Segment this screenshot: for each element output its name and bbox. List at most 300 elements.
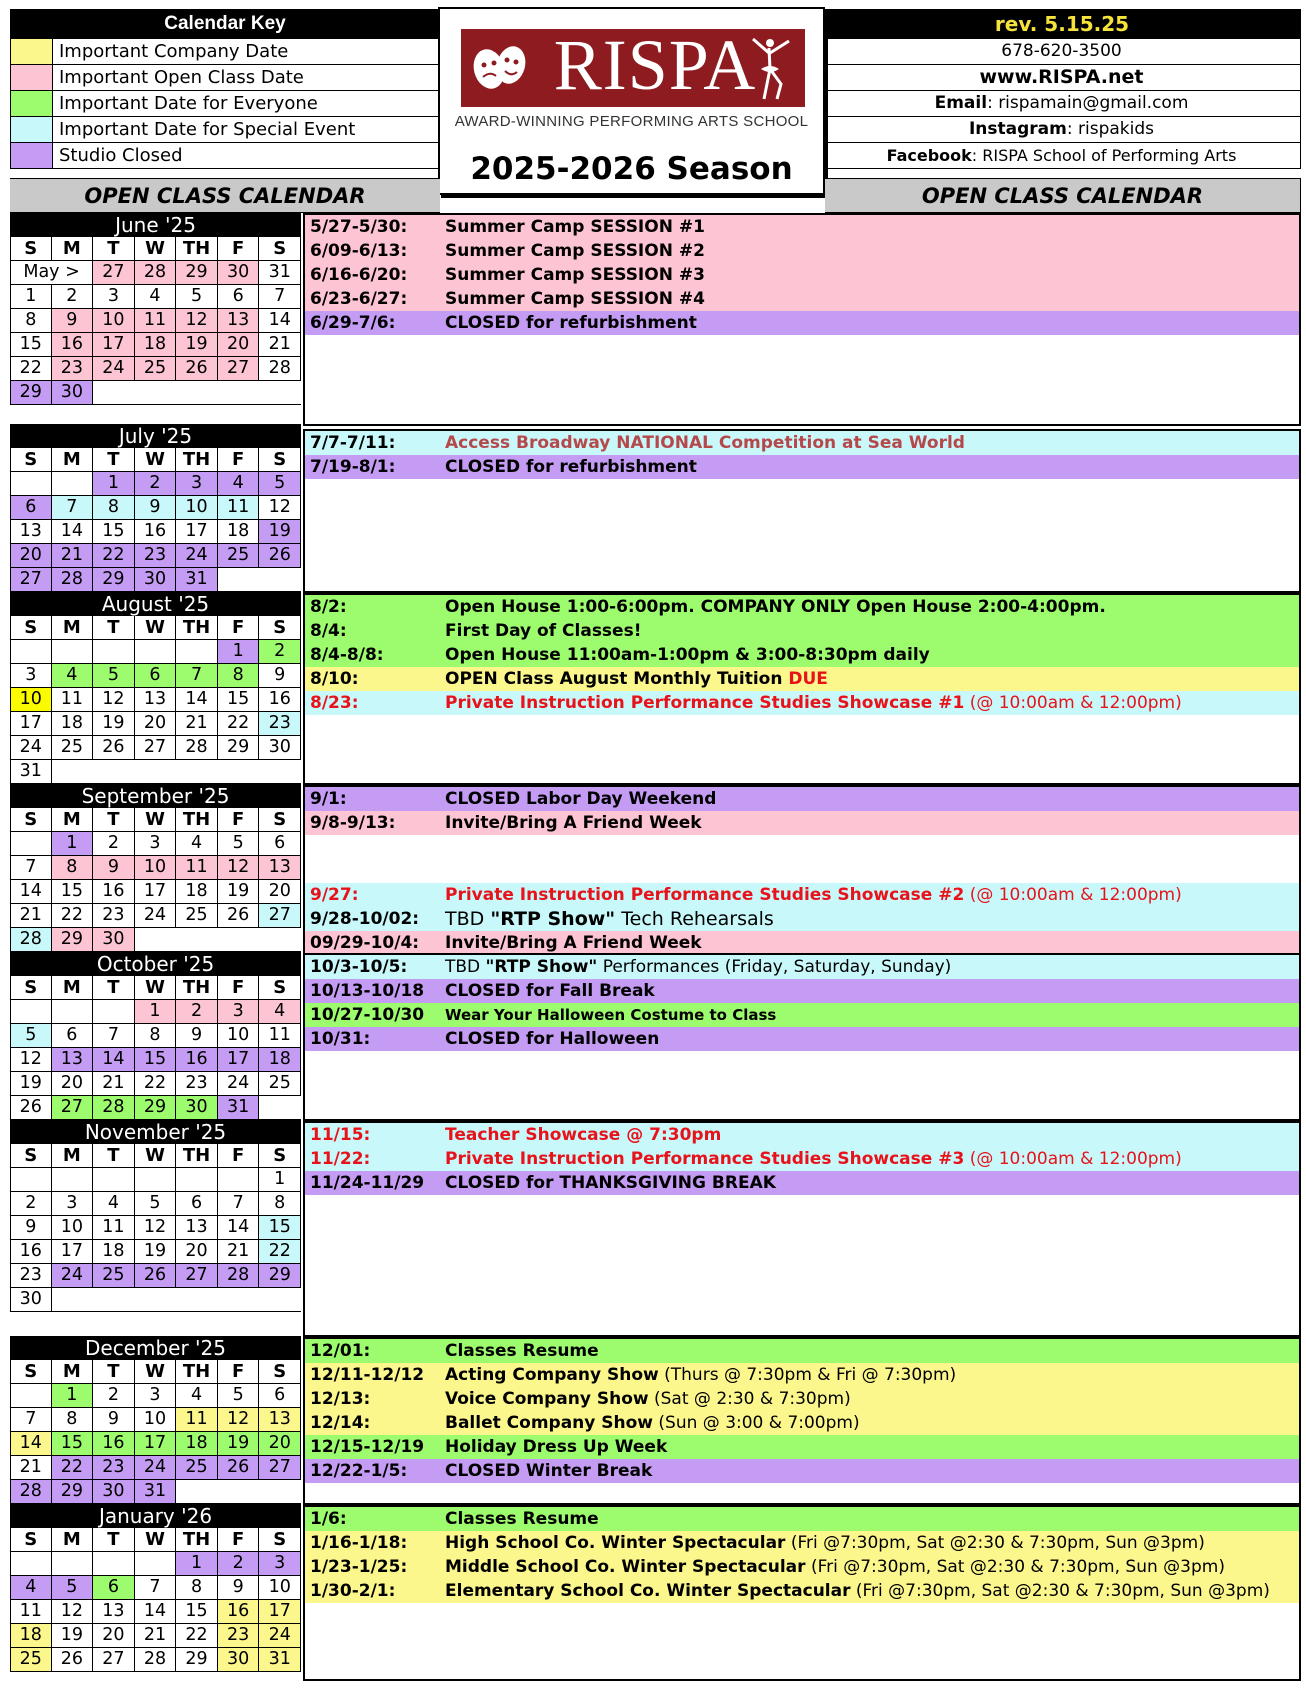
calendar-day: 25 xyxy=(259,1072,301,1096)
calendar-key-title: Calendar Key xyxy=(10,9,440,39)
calendar-day: 5 xyxy=(10,1024,52,1048)
event-title: Summer Camp SESSION #3 xyxy=(445,265,705,285)
calendar-day xyxy=(52,1552,94,1576)
event-row xyxy=(305,1147,1299,1171)
weekday-header: S xyxy=(259,1360,301,1384)
event-row xyxy=(305,215,1299,239)
calendar-day: 24 xyxy=(52,1264,94,1288)
calendar-day: 28 xyxy=(176,736,218,760)
weekday-header: M xyxy=(52,1144,94,1168)
calendar-day: 19 xyxy=(176,333,218,357)
calendar-day: 18 xyxy=(93,1240,135,1264)
event-block xyxy=(303,429,1301,593)
calendar-day: 6 xyxy=(135,664,177,688)
calendar-day: 11 xyxy=(93,1216,135,1240)
event-row xyxy=(305,263,1299,287)
calendar-day: 15 xyxy=(10,333,52,357)
event-date: 8/4: xyxy=(310,621,347,641)
weekday-header: M xyxy=(52,976,94,1000)
month-title: June '25 xyxy=(10,213,301,237)
calendar-day: 27 xyxy=(93,261,135,285)
month-calendar xyxy=(10,784,301,952)
event-date: 9/27: xyxy=(310,885,359,905)
calendar-day: 20 xyxy=(93,1624,135,1648)
event-row xyxy=(305,931,1299,955)
calendar-day: 15 xyxy=(93,520,135,544)
event-row xyxy=(305,835,1299,859)
event-date: 10/13-10/18 xyxy=(310,981,425,1001)
calendar-day: 4 xyxy=(52,664,94,688)
rispa-logo-box xyxy=(438,7,825,195)
key-item xyxy=(10,91,440,117)
calendar-day: 4 xyxy=(176,832,218,856)
calendar-day xyxy=(10,640,52,664)
calendar-day: 23 xyxy=(93,904,135,928)
calendar-day: 3 xyxy=(93,285,135,309)
calendar-day: 13 xyxy=(259,856,301,880)
calendar-day: 8 xyxy=(10,309,52,333)
calendar-day: 26 xyxy=(10,1096,52,1120)
event-block xyxy=(303,1505,1301,1681)
instagram-value: : rispakids xyxy=(1066,119,1154,139)
calendar-day: 5 xyxy=(93,664,135,688)
key-swatch xyxy=(11,143,53,168)
event-row xyxy=(305,1579,1299,1603)
weekday-header: W xyxy=(135,976,177,1000)
calendar-day: 19 xyxy=(93,712,135,736)
calendar-day xyxy=(10,1168,52,1192)
weekday-header: S xyxy=(259,1528,301,1552)
calendar-day: 20 xyxy=(259,880,301,904)
calendar-day: 23 xyxy=(259,712,301,736)
event-row xyxy=(305,311,1299,335)
calendar-day: 14 xyxy=(218,1216,260,1240)
email-line xyxy=(823,91,1301,117)
calendar-day: 6 xyxy=(93,1576,135,1600)
event-date: 12/01: xyxy=(310,1341,371,1361)
calendar-day: 27 xyxy=(218,357,260,381)
event-row xyxy=(305,787,1299,811)
event-date: 9/28-10/02: xyxy=(310,909,420,929)
calendar-day: 2 xyxy=(135,472,177,496)
calendar-day xyxy=(135,640,177,664)
event-title: Classes Resume xyxy=(445,1509,599,1529)
event-row xyxy=(305,1435,1299,1459)
calendar-day: 13 xyxy=(259,1408,301,1432)
calendar-day: 21 xyxy=(93,1072,135,1096)
month-calendar xyxy=(10,1120,301,1312)
calendar-day: 24 xyxy=(218,1072,260,1096)
calendar-day: 14 xyxy=(10,880,52,904)
event-title: CLOSED for refurbishment xyxy=(445,313,697,333)
weekday-header: W xyxy=(135,1144,177,1168)
calendar-day: 18 xyxy=(176,880,218,904)
calendar-day: 26 xyxy=(176,357,218,381)
month-calendar xyxy=(10,213,301,405)
calendar-day: 17 xyxy=(52,1240,94,1264)
month-title: November '25 xyxy=(10,1120,301,1144)
rispa-tagline: AWARD-WINNING PERFORMING ARTS SCHOOL xyxy=(454,113,809,130)
calendar-day: 24 xyxy=(259,1624,301,1648)
calendar-day: 1 xyxy=(52,832,94,856)
calendar-day: 25 xyxy=(218,544,260,568)
event-title: Invite/Bring A Friend Week xyxy=(445,813,702,833)
calendar-day: 8 xyxy=(93,496,135,520)
calendar-day: 6 xyxy=(218,285,260,309)
event-row xyxy=(305,1387,1299,1411)
weekday-header: S xyxy=(259,237,301,261)
calendar-day: 21 xyxy=(176,712,218,736)
calendar-day: 17 xyxy=(93,333,135,357)
calendar-day: 29 xyxy=(218,736,260,760)
event-date: 10/31: xyxy=(310,1029,371,1049)
calendar-day: 5 xyxy=(218,1384,260,1408)
event-date: 1/6: xyxy=(310,1509,347,1529)
key-label: Important Date for Special Event xyxy=(59,119,356,140)
weekday-header: TH xyxy=(176,808,218,832)
weekday-header: F xyxy=(218,616,260,640)
calendar-day: 17 xyxy=(259,1600,301,1624)
weekday-header: T xyxy=(93,237,135,261)
weekday-header: S xyxy=(10,616,52,640)
calendar-day: 28 xyxy=(93,1096,135,1120)
calendar-day: 12 xyxy=(176,309,218,333)
calendar-day: 16 xyxy=(93,1432,135,1456)
calendar-day: 12 xyxy=(218,1408,260,1432)
event-title: Summer Camp SESSION #4 xyxy=(445,289,705,309)
calendar-day: 6 xyxy=(176,1192,218,1216)
calendar-day: 5 xyxy=(52,1576,94,1600)
event-row xyxy=(305,1363,1299,1387)
calendar-day: 19 xyxy=(218,880,260,904)
calendar-day: 9 xyxy=(52,309,94,333)
event-title: CLOSED Labor Day Weekend xyxy=(445,789,717,809)
calendar-day: 8 xyxy=(135,1024,177,1048)
calendar-day: 4 xyxy=(218,472,260,496)
event-date: 12/15-12/19 xyxy=(310,1437,425,1457)
weekday-header: T xyxy=(93,448,135,472)
calendar-day: 7 xyxy=(176,664,218,688)
calendar-day: 20 xyxy=(259,1432,301,1456)
weekday-header: TH xyxy=(176,237,218,261)
weekday-header: M xyxy=(52,808,94,832)
calendar-day: 30 xyxy=(218,1648,260,1672)
weekday-header: T xyxy=(93,1360,135,1384)
rispa-logo-text: RISPA xyxy=(553,25,757,105)
calendar-day: 14 xyxy=(93,1048,135,1072)
calendar-day: 30 xyxy=(218,261,260,285)
website-link[interactable] xyxy=(823,65,1301,91)
month-calendar xyxy=(10,952,301,1120)
calendar-day: 13 xyxy=(218,309,260,333)
calendar-day: 17 xyxy=(10,712,52,736)
weekday-header: S xyxy=(259,808,301,832)
calendar-day: 20 xyxy=(135,712,177,736)
calendar-day xyxy=(93,1000,135,1024)
calendar-day: 12 xyxy=(93,688,135,712)
event-date: 11/22: xyxy=(310,1149,371,1169)
calendar-day: 16 xyxy=(52,333,94,357)
calendar-day: 30 xyxy=(93,928,135,952)
calendar-day: 26 xyxy=(259,544,301,568)
event-title: CLOSED for refurbishment xyxy=(445,457,697,477)
event-date: 12/11-12/12 xyxy=(310,1365,425,1385)
calendar-day: 28 xyxy=(259,357,301,381)
key-label: Studio Closed xyxy=(59,145,183,166)
calendar-empty xyxy=(135,928,301,952)
calendar-day: 8 xyxy=(176,1576,218,1600)
calendar-day: 8 xyxy=(218,664,260,688)
calendar-day: 25 xyxy=(93,1264,135,1288)
event-title: Private Instruction Performance Studies Showcase #3 (@ 10:00am & 12:00pm) xyxy=(445,1149,1182,1169)
month-title: December '25 xyxy=(10,1336,301,1360)
calendar-day: 4 xyxy=(259,1000,301,1024)
calendar-day: 29 xyxy=(52,1480,94,1504)
calendar-day: 10 xyxy=(259,1576,301,1600)
calendar-day: 22 xyxy=(52,904,94,928)
weekday-header: S xyxy=(10,976,52,1000)
open-class-banner-right: OPEN CLASS CALENDAR xyxy=(825,178,1301,213)
event-row xyxy=(305,1555,1299,1579)
key-item xyxy=(10,65,440,91)
calendar-day: 19 xyxy=(218,1432,260,1456)
calendar-day: 29 xyxy=(135,1096,177,1120)
calendar-day: 8 xyxy=(259,1192,301,1216)
calendar-day: 28 xyxy=(218,1264,260,1288)
calendar-day: 20 xyxy=(10,544,52,568)
event-row xyxy=(305,907,1299,931)
event-date: 7/7-7/11: xyxy=(310,433,396,453)
weekday-header: M xyxy=(52,1360,94,1384)
calendar-day: 16 xyxy=(135,520,177,544)
calendar-day: 21 xyxy=(10,904,52,928)
calendar-day: 9 xyxy=(10,1216,52,1240)
weekday-header: F xyxy=(218,448,260,472)
event-row xyxy=(305,1123,1299,1147)
calendar-day: 12 xyxy=(259,496,301,520)
calendar-day: 23 xyxy=(93,1456,135,1480)
calendar-day: 3 xyxy=(259,1552,301,1576)
calendar-day xyxy=(52,1000,94,1024)
calendar-day: 3 xyxy=(218,1000,260,1024)
event-row xyxy=(305,619,1299,643)
calendar-day: 14 xyxy=(176,688,218,712)
weekday-header: TH xyxy=(176,448,218,472)
event-row xyxy=(305,811,1299,835)
calendar-day: 3 xyxy=(52,1192,94,1216)
calendar-day: 15 xyxy=(176,1600,218,1624)
month-title: July '25 xyxy=(10,424,301,448)
event-date: 11/15: xyxy=(310,1125,371,1145)
calendar-day: 9 xyxy=(93,856,135,880)
weekday-header: T xyxy=(93,808,135,832)
event-row xyxy=(305,1003,1299,1027)
weekday-header: S xyxy=(259,448,301,472)
calendar-empty xyxy=(218,568,301,592)
calendar-day: 8 xyxy=(52,856,94,880)
calendar-day: 28 xyxy=(10,928,52,952)
calendar-day: 20 xyxy=(218,333,260,357)
weekday-header: S xyxy=(10,808,52,832)
calendar-day: 18 xyxy=(259,1048,301,1072)
calendar-day: 17 xyxy=(135,880,177,904)
event-title: Open House 11:00am-1:00pm & 3:00-8:30pm daily xyxy=(445,645,930,665)
calendar-day: 11 xyxy=(218,496,260,520)
calendar-day: 20 xyxy=(52,1072,94,1096)
calendar-day: 19 xyxy=(259,520,301,544)
email-value: : rispamain@gmail.com xyxy=(987,93,1189,113)
calendar-day: 10 xyxy=(93,309,135,333)
calendar-day: 5 xyxy=(176,285,218,309)
weekday-header: S xyxy=(10,1528,52,1552)
calendar-day: 25 xyxy=(176,904,218,928)
event-date: 6/29-7/6: xyxy=(310,313,396,333)
calendar-day xyxy=(10,832,52,856)
calendar-day xyxy=(10,1000,52,1024)
weekday-header: S xyxy=(10,448,52,472)
calendar-day: 17 xyxy=(176,520,218,544)
key-label: Important Date for Everyone xyxy=(59,93,318,114)
calendar-day: 26 xyxy=(52,1648,94,1672)
calendar-day: 31 xyxy=(218,1096,260,1120)
calendar-day: 6 xyxy=(10,496,52,520)
calendar-day: 10 xyxy=(10,688,52,712)
calendar-day: 21 xyxy=(218,1240,260,1264)
calendar-day: 25 xyxy=(10,1648,52,1672)
calendar-day: 22 xyxy=(218,712,260,736)
ballerina-icon xyxy=(739,29,799,107)
calendar-day: 15 xyxy=(218,688,260,712)
calendar-day: 17 xyxy=(218,1048,260,1072)
weekday-header: T xyxy=(93,976,135,1000)
calendar-day: 2 xyxy=(52,285,94,309)
calendar-day: 30 xyxy=(93,1480,135,1504)
calendar-day: 4 xyxy=(135,285,177,309)
event-row xyxy=(305,979,1299,1003)
event-date: 8/2: xyxy=(310,597,347,617)
calendar-day: 19 xyxy=(10,1072,52,1096)
calendar-day: 24 xyxy=(135,1456,177,1480)
event-date: 1/30-2/1: xyxy=(310,1581,396,1601)
calendar-day: 22 xyxy=(259,1240,301,1264)
calendar-day: 13 xyxy=(52,1048,94,1072)
calendar-day: 30 xyxy=(52,381,94,405)
calendar-day: 14 xyxy=(52,520,94,544)
calendar-day: 6 xyxy=(259,1384,301,1408)
event-title: CLOSED for THANKSGIVING BREAK xyxy=(445,1173,776,1193)
calendar-day: 10 xyxy=(135,1408,177,1432)
calendar-day: 28 xyxy=(10,1480,52,1504)
event-title: First Day of Classes! xyxy=(445,621,642,641)
event-block xyxy=(303,1337,1301,1505)
facebook-value: : RISPA School of Performing Arts xyxy=(971,146,1237,165)
calendar-day: 1 xyxy=(259,1168,301,1192)
weekday-header: M xyxy=(52,1528,94,1552)
calendar-day: 10 xyxy=(218,1024,260,1048)
key-item xyxy=(10,39,440,65)
calendar-day: 29 xyxy=(259,1264,301,1288)
calendar-empty xyxy=(176,1480,301,1504)
weekday-header: W xyxy=(135,237,177,261)
calendar-day: 10 xyxy=(135,856,177,880)
event-title: Private Instruction Performance Studies Showcase #1 (@ 10:00am & 12:00pm) xyxy=(445,693,1182,713)
event-title: Teacher Showcase @ 7:30pm xyxy=(445,1125,722,1145)
calendar-day: 28 xyxy=(135,261,177,285)
weekday-header: W xyxy=(135,808,177,832)
calendar-day: 4 xyxy=(176,1384,218,1408)
calendar-empty xyxy=(52,760,301,784)
month-calendar xyxy=(10,424,301,592)
event-date: 7/19-8/1: xyxy=(310,457,396,477)
calendar-day: 15 xyxy=(52,1432,94,1456)
calendar-day: 3 xyxy=(10,664,52,688)
event-row xyxy=(305,955,1299,979)
calendar-day: 27 xyxy=(259,1456,301,1480)
event-row xyxy=(305,287,1299,311)
calendar-day: 1 xyxy=(176,1552,218,1576)
calendar-day: 30 xyxy=(10,1288,52,1312)
calendar-day: 11 xyxy=(176,1408,218,1432)
phone-text: 678-620-3500 xyxy=(1001,41,1122,61)
calendar-day: 24 xyxy=(10,736,52,760)
calendar-day: 7 xyxy=(135,1576,177,1600)
phone-number xyxy=(823,39,1301,65)
calendar-day xyxy=(218,1168,260,1192)
revision-label: rev. 5.15.25 xyxy=(823,9,1301,39)
calendar-day: 4 xyxy=(93,1192,135,1216)
month-calendar xyxy=(10,1336,301,1504)
calendar-day: 15 xyxy=(135,1048,177,1072)
calendar-day: 7 xyxy=(10,856,52,880)
key-swatch xyxy=(11,117,53,142)
key-item xyxy=(10,143,440,169)
calendar-day: 29 xyxy=(52,928,94,952)
calendar-day: 3 xyxy=(135,832,177,856)
calendar-day: 22 xyxy=(176,1624,218,1648)
website-text: www.RISPA.net xyxy=(979,66,1144,88)
calendar-day: 31 xyxy=(259,1648,301,1672)
calendar-day xyxy=(52,1168,94,1192)
calendar-day: 26 xyxy=(218,904,260,928)
instagram-line xyxy=(823,117,1301,143)
event-title: CLOSED for Halloween xyxy=(445,1029,660,1049)
event-date: 1/23-1/25: xyxy=(310,1557,408,1577)
calendar-day: 11 xyxy=(52,688,94,712)
event-date: 12/22-1/5: xyxy=(310,1461,408,1481)
rispa-logo xyxy=(461,25,805,107)
event-title: Access Broadway NATIONAL Competition at Sea World xyxy=(445,433,965,453)
calendar-day: 31 xyxy=(135,1480,177,1504)
calendar-day: 13 xyxy=(135,688,177,712)
event-date: 5/27-5/30: xyxy=(310,217,408,237)
calendar-day: 25 xyxy=(52,736,94,760)
weekday-header: S xyxy=(259,1144,301,1168)
calendar-day: 5 xyxy=(135,1192,177,1216)
calendar-day: 9 xyxy=(218,1576,260,1600)
event-title: OPEN Class August Monthly Tuition DUE xyxy=(445,669,828,689)
event-date: 6/23-6/27: xyxy=(310,289,408,309)
calendar-day xyxy=(176,1168,218,1192)
event-title: Ballet Company Show (Sun @ 3:00 & 7:00pm) xyxy=(445,1413,860,1433)
calendar-day: 15 xyxy=(52,880,94,904)
calendar-day: 31 xyxy=(259,261,301,285)
key-swatch xyxy=(11,39,53,64)
event-title: Elementary School Co. Winter Spectacular (Fri @7:30pm, Sat @2:30 & 7:30pm, Sun @3pm) xyxy=(445,1581,1270,1601)
calendar-day: 22 xyxy=(10,357,52,381)
calendar-day: 7 xyxy=(259,285,301,309)
weekday-header: S xyxy=(259,976,301,1000)
weekday-header: F xyxy=(218,1528,260,1552)
